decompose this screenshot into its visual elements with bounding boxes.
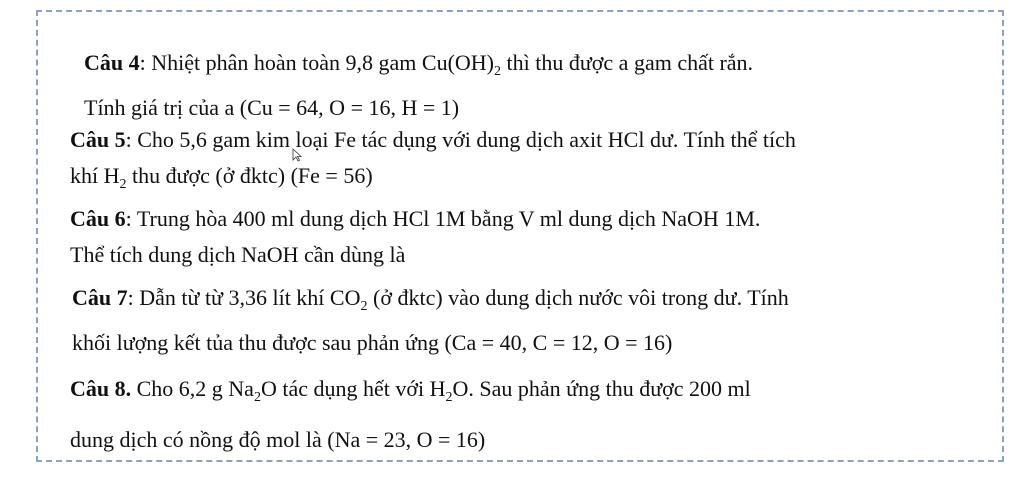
question-7-label: Câu 7: [72, 285, 128, 310]
question-5-label: Câu 5: [70, 127, 126, 152]
subscript: 2: [360, 299, 368, 314]
question-5-line-1: Câu 5: Cho 5,6 gam kim loại Fe tác dụng với dung dịch axit HCl dư. Tính thể tích: [70, 127, 796, 152]
question-5-text-b: thu được (ở đktc) (Fe = 56): [126, 163, 373, 188]
question-6-label: Câu 6: [70, 206, 126, 231]
question-4-label: Câu 4: [84, 50, 140, 75]
question-6: [70, 201, 760, 273]
subscript: 2: [119, 177, 127, 192]
question-7-text-a: Dẫn từ từ 3,36 lít khí CO: [139, 285, 361, 310]
mouse-cursor-icon: [292, 148, 302, 162]
question-4-text-b: thì thu được a gam chất rắn.: [501, 50, 754, 75]
subscript: 2: [494, 64, 502, 79]
question-8: [70, 368, 751, 461]
question-4-text-a: Nhiệt phân hoàn toàn 9,8 gam Cu(OH): [151, 50, 495, 75]
question-5: [70, 122, 796, 203]
question-5-text: Cho 5,6 gam kim loại Fe tác dụng với dung dịch axit HCl dư. Tính thể tích: [137, 127, 796, 152]
question-7: [72, 280, 789, 361]
question-8-line-2: dung dịch có nồng độ mol là (Na = 23, O = 16): [70, 427, 486, 452]
question-4-line-2: Tính giá trị của a (Cu = 64, O = 16, H = 1): [84, 95, 460, 120]
question-8-label: Câu 8.: [70, 376, 132, 401]
question-8-text-b: O tác dụng hết với H: [260, 376, 446, 401]
question-4-line-1: Câu 4: Nhiệt phân hoàn toàn 9,8 gam $Cu(OH)_2$ thì thu được a gam chất rắn.: [84, 50, 754, 79]
question-6-line-2: Thể tích dung dịch NaOH cần dùng là: [70, 242, 406, 267]
question-8-text-a: Cho 6,2 g Na: [136, 376, 254, 401]
question-7-line-1: Câu 7: Dẫn từ từ 3,36 lít khí $CO_2$ (ở đktc) vào dung dịch nước vôi trong dư. Tính: [72, 285, 789, 314]
subscript: 2: [445, 390, 453, 405]
question-8-line-1: [70, 368, 751, 419]
question-8-text-c: O. Sau phản ứng thu được 200 ml: [452, 376, 751, 401]
question-7-text-b: (ở đktc) vào dung dịch nước vôi trong dư. Tính: [367, 285, 789, 310]
question-7-line-2: khối lượng kết tủa thu được sau phản ứng (Ca = 40, C = 12, O = 16): [72, 330, 673, 355]
question-6-line-1: Câu 6: Trung hòa 400 ml dung dịch HCl 1M bằng V ml dung dịch NaOH 1M.: [70, 206, 761, 231]
question-5-text-a: khí H: [70, 163, 120, 188]
question-6-text: Trung hòa 400 ml dung dịch HCl 1M bằng V ml dung dịch NaOH 1M.: [136, 206, 761, 231]
question-4: [84, 45, 753, 126]
subscript: 2: [253, 390, 261, 405]
question-5-line-2: [70, 158, 796, 203]
